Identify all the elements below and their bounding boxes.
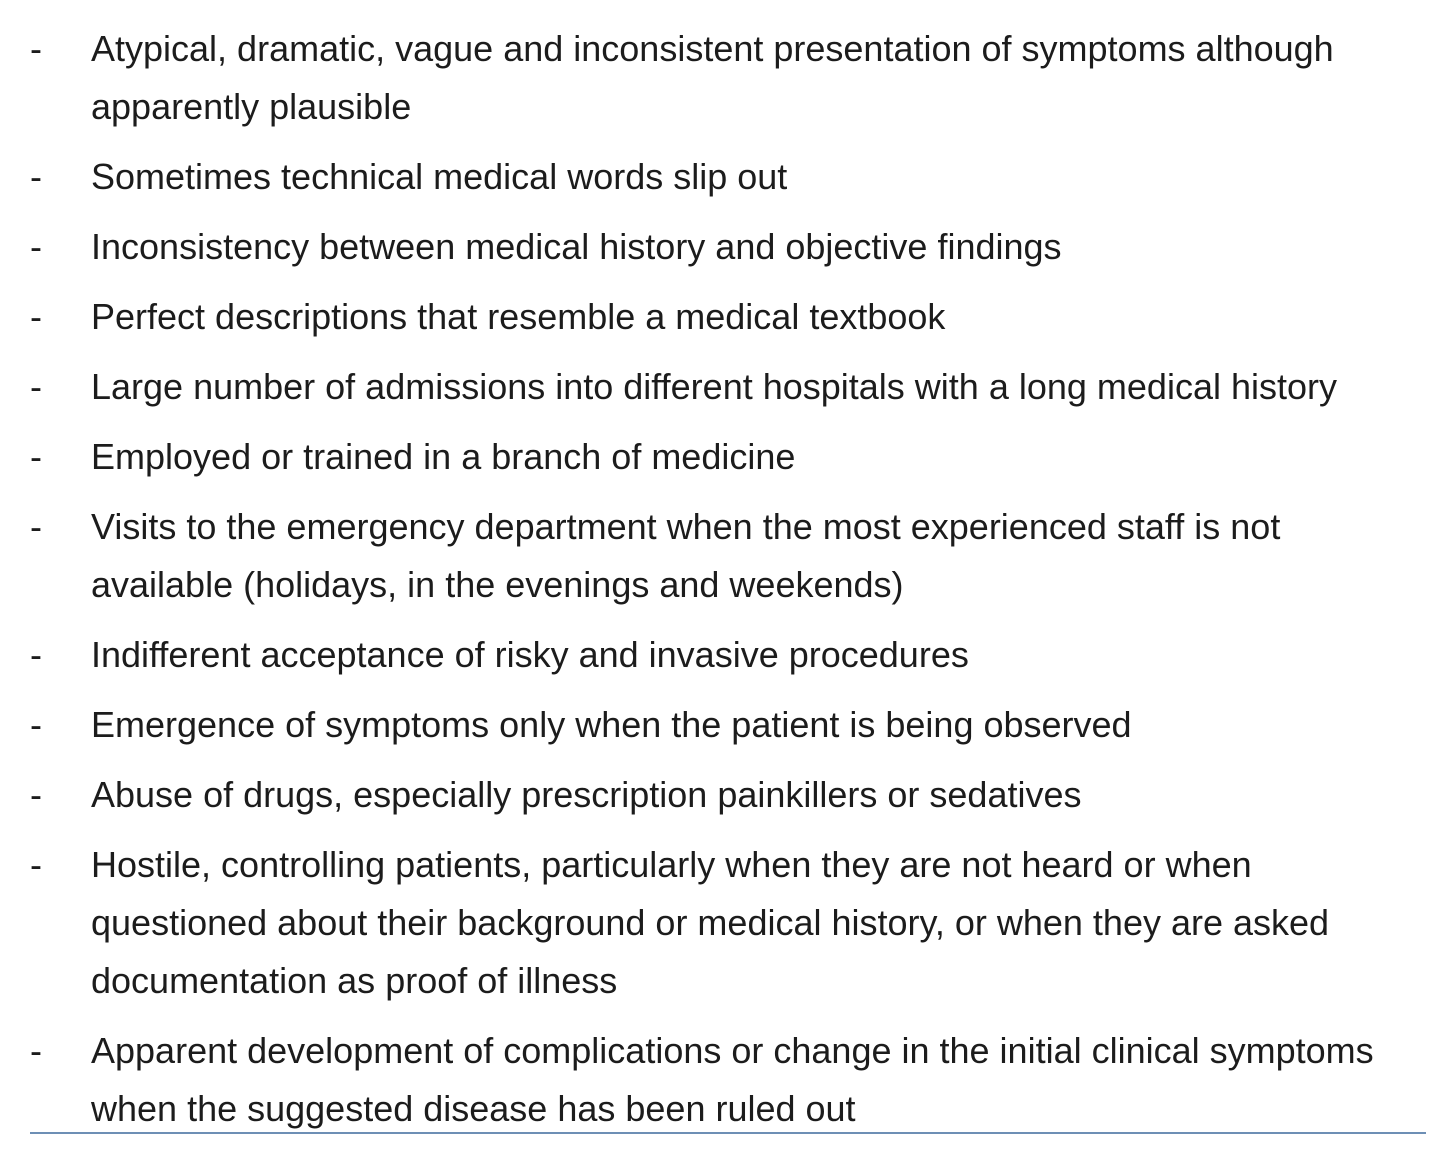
list-item bbox=[0, 428, 1440, 486]
list-item bbox=[0, 20, 1440, 136]
list-item-text: Atypical, dramatic, vague and inconsistent presentation of symptoms although apparently plausible bbox=[91, 28, 1334, 127]
list-item-text: Apparent development of complications or change in the initial clinical symptoms when the suggested disease has been ruled out bbox=[91, 1030, 1374, 1129]
list-item bbox=[0, 626, 1440, 684]
bullet-dash: - bbox=[30, 436, 42, 477]
bullet-dash: - bbox=[30, 366, 42, 407]
list-item-text: Visits to the emergency department when the most experienced staff is not available (holidays, in the evenings and weekends) bbox=[91, 506, 1281, 605]
bullet-dash: - bbox=[30, 506, 42, 547]
list-item bbox=[0, 696, 1440, 754]
bullet-dash: - bbox=[30, 28, 42, 69]
list-item bbox=[0, 1022, 1440, 1138]
list-item-text: Indifferent acceptance of risky and invasive procedures bbox=[91, 634, 969, 675]
list-item-text: Emergence of symptoms only when the patient is being observed bbox=[91, 704, 1132, 745]
list-item bbox=[0, 218, 1440, 276]
list-item-text: Inconsistency between medical history and objective findings bbox=[91, 226, 1062, 267]
list-item bbox=[0, 288, 1440, 346]
bottom-divider bbox=[30, 1132, 1426, 1134]
bullet-dash: - bbox=[30, 774, 42, 815]
bullet-dash: - bbox=[30, 634, 42, 675]
bullet-dash: - bbox=[30, 226, 42, 267]
list-item-text: Perfect descriptions that resemble a medical textbook bbox=[91, 296, 946, 337]
list-item bbox=[0, 148, 1440, 206]
symptom-list bbox=[0, 20, 1440, 1150]
list-item bbox=[0, 836, 1440, 1010]
list-item-text: Sometimes technical medical words slip out bbox=[91, 156, 788, 197]
bullet-dash: - bbox=[30, 1030, 42, 1071]
list-item-text: Employed or trained in a branch of medicine bbox=[91, 436, 796, 477]
list-item-text: Hostile, controlling patients, particularly when they are not heard or when questioned about their background or medical history, or when they are asked documentation as proof of illness bbox=[91, 844, 1330, 1001]
list-item bbox=[0, 498, 1440, 614]
list-item bbox=[0, 358, 1440, 416]
bullet-dash: - bbox=[30, 844, 42, 885]
list-item-text: Large number of admissions into different hospitals with a long medical history bbox=[91, 366, 1337, 407]
bullet-dash: - bbox=[30, 156, 42, 197]
list-item bbox=[0, 766, 1440, 824]
bullet-dash: - bbox=[30, 704, 42, 745]
bullet-dash: - bbox=[30, 296, 42, 337]
list-item-text: Abuse of drugs, especially prescription painkillers or sedatives bbox=[91, 774, 1082, 815]
